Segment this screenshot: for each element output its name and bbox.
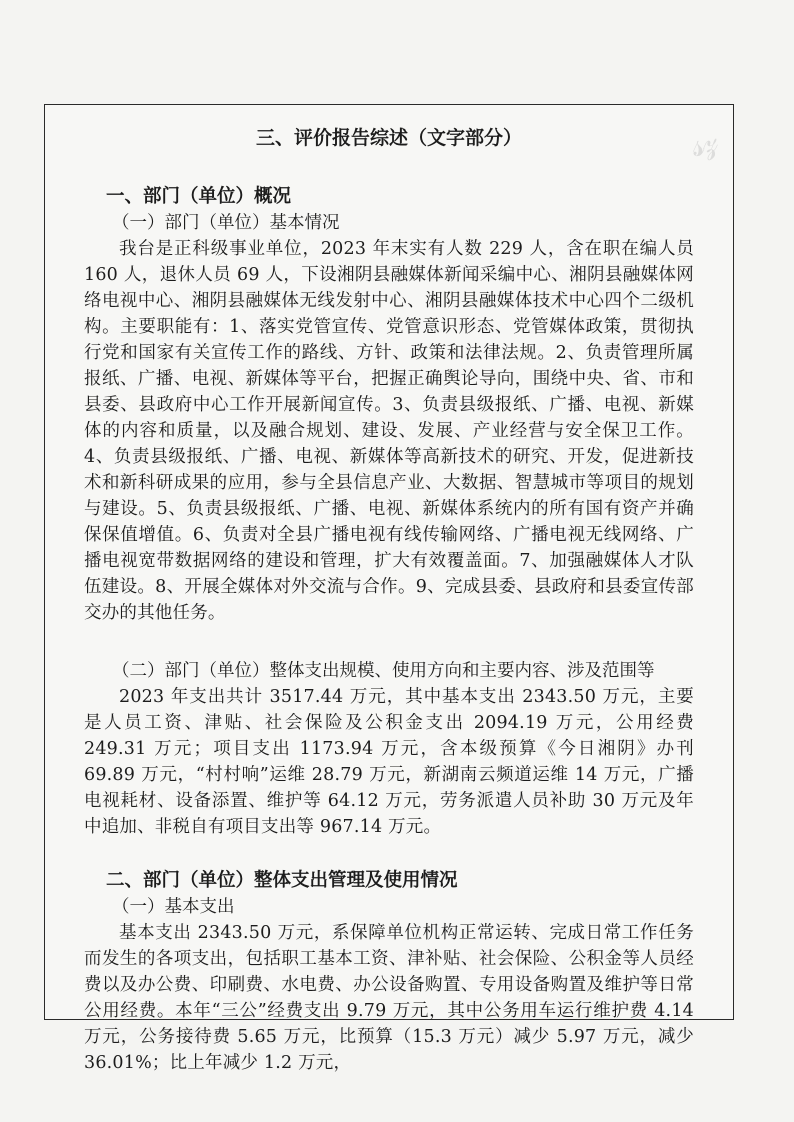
section-2-subheading-1: （一）基本支出 — [112, 897, 235, 917]
section-1-paragraph-1: 我台是正科级事业单位，2023 年末实有人数 229 人，含在职在编人员 160 人，退休人员 69 人，下设湘阴县融媒体新闻采编中心、湘阴县融媒体网络电视中心、湘阴县融媒体无线发射中心、湘阴县融媒体技术中心四个二级机构。主要职能有：1、落实党管宣传、党管意识形态、党管媒体政策，贯彻执行党和国家有关宣传工作的路线、方针、政策和法律法规。2、负责管理所属报纸、广播、电视、新媒体等平台，把握正确舆论导向，围绕中央、省、市和县委、县政府中心工作开展新闻宣传。3、负责县级报纸、广播、电视、新媒体的内容和质量，以及融合规划、建设、发展、产业经营与安全保卫工作。4、负责县级报纸、广播、电视、新媒体等高新技术的研究、开发，促进新技术和新科研成果的应用，参与全县信息产业、大数据、智慧城市等项目的规划与建设。5、负责县级报纸、广播、电视、新媒体系统内的所有国有资产并确保保值增值。6、负责对全县广播电视有线传输网络、广播电视无线网络、广播电视宽带数据网络的建设和管理，扩大有效覆盖面。7、加强融媒体人才队伍建设。8、开展全媒体对外交流与合作。9、完成县委、县政府和县委宣传部交办的其他任务。 — [84, 239, 694, 623]
document-content — [84, 125, 694, 1076]
section-2-heading: 二、部门（单位）整体支出管理及使用情况 — [106, 870, 458, 891]
section-1-subheading-1: （一）部门（单位）基本情况 — [112, 213, 340, 233]
section-2-paragraph-1: 基本支出 2343.50 万元，系保障单位机构正常运转、完成日常工作任务而发生的各项支出，包括职工基本工资、津补贴、社会保险、公积金等人员经费以及办公费、印刷费、水电费、办公设备购置、专用设备购置及维护等日常公用经费。本年“三公”经费支出 9.79 万元，其中公务用车运行维护费 4.14 万元，公务接待费 5.65 万元，比预算（15.3 万元）减少 5.97 万元，减少 36.01%；比上年减少 1.2 万元， — [84, 923, 694, 1073]
report-title: 三、评价报告综述（文字部分） — [255, 127, 522, 149]
section-1-paragraph-2: 2023 年支出共计 3517.44 万元，其中基本支出 2343.50 万元，主要是人员工资、津贴、社会保险及公积金支出 2094.19 万元，公用经费 249.31 万元；项目支出 1173.94 万元，含本级预算《今日湘阴》办刊 69.89 万元，“村村响”运维 28.79 万元，新湖南云频道运维 14 万元，广播电视耗材、设备添置、维护等 64.12 万元，劳务派遣人员补助 30 万元及年中追加、非税自有项目支出等 967.14 万元。 — [84, 687, 694, 837]
paragraph-gap — [84, 626, 694, 658]
page-frame — [44, 104, 734, 1073]
section-1-heading: 一、部门（单位）概况 — [106, 186, 292, 207]
section-1-subheading-2: （二）部门（单位）整体支出规模、使用方向和主要内容、涉及范围等 — [112, 661, 655, 681]
faint-handwriting-mark: 𝓈𝓏 — [685, 120, 721, 166]
section-gap — [84, 840, 694, 868]
